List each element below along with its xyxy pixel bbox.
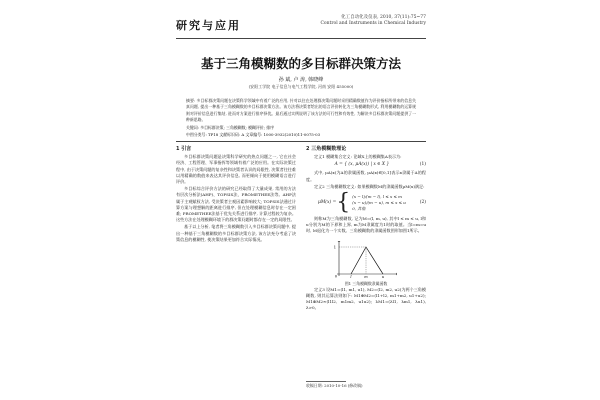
section-heading: 2 三角模糊数理论 bbox=[306, 146, 347, 152]
page-header bbox=[176, 12, 426, 38]
body-paragraph: 式中, μA(x)为A的隶属函数, μA(x)∈[0,1]表示x隶属于A的程度。 bbox=[306, 170, 426, 182]
equation-case: (x − u)/(m − u), m ≤ x ≤ u bbox=[352, 200, 406, 206]
body-paragraph: 则称M为三角模糊数, 记为M=(l, m, u), 其中l ≤ m ≤ u, l和u分别为M的下界和上界, m为M隶属度为1时的取值。当l=m=u时, M退化为一个实数。三角模糊数的隶属函数图形如图1所示。 bbox=[306, 216, 426, 234]
left-column bbox=[176, 146, 296, 244]
triangular-membership-figure bbox=[331, 238, 401, 280]
equation-number: (2) bbox=[419, 200, 426, 206]
paper-title: 基于三角模糊数的多目标群决策方法 bbox=[200, 56, 401, 71]
right-column bbox=[306, 146, 426, 313]
abstract-rule bbox=[176, 141, 426, 142]
received-date: 收稿日期: 2010-10-16 (修改稿) bbox=[306, 383, 363, 388]
body-paragraph: 多目标群决策问题是决策科学研究的热点问题之一, 它在社会经济、工程管理、军事指挥等领域有着广泛的应用。在实际决策过程中, 由于决策问题的复杂性和决策者认识的局限性, 决策者往往难以用精确的数值来表达其评价信息, 而更倾向于使用模糊语言进行评价。 bbox=[176, 154, 296, 185]
equation-lhs: μM(x) = bbox=[317, 200, 337, 206]
label-u: u bbox=[381, 274, 385, 279]
label-l: l bbox=[350, 274, 352, 279]
body-paragraph: 多目标综合评价方法的研究已经取得了大量成果, 常用的方法有层次分析法(AHP)、TOPSIS法、PROMETHEE法等。AHP法属于主观赋权方法, 受决策者主观因素影响较大; TOPSIS法通过计算方案与理想解的距离进行排序, 但在处理模糊信息时存在一定困难; PROMETHEE法基于优先关系进行排序, 计算过程较为复杂。这些方法在处理模糊环境下的群决策问题时都存在一定的局限性。 bbox=[176, 186, 296, 223]
journal-citation bbox=[320, 15, 426, 26]
paper-abstract: 摘要: 多目标群决策问题在决策科学领域中有着广泛的应用, 针对以往在处理群决策问题时采用精确数值作为评价指标所带来的信息失真问题, 提出一种基于三角模糊数的多目标群决策方法。该方法将决策者给出的语言评价转化为三角模糊数形式, 利用模糊数的运算规则对评价信息进行集结, 进而对方案进行排序择优。最后通过实例说明了该方法的可行性和有效性, 为解决多目标群决策问题提供了一种新思路。 bbox=[186, 98, 416, 122]
membership-triangle bbox=[351, 247, 383, 274]
paper-authors: 孙 斌, 卢 涛, 韩晓峰 bbox=[278, 77, 324, 83]
classification-line: 中图分类号: TP18 文献标识码: A 文章编号: 1000-3932(2010)11-0075-03 bbox=[186, 132, 321, 137]
definition-paragraph: 定义3 设M1=(l1, m1, u1), M2=(l2, m2, u2)为两个三角模糊数, 则其运算法则如下: M1⊕M2=(l1+l2, m1+m2, u1+u2); M1⊗M2≈(l1l2, m1m2, u1u2); λM1=(λl1, λm1, λu1), λ>0。 bbox=[306, 286, 426, 311]
paper-keywords: 关键词: 多目标群决策; 三角模糊数; 模糊评价; 排序 bbox=[186, 125, 275, 130]
piecewise-function bbox=[318, 192, 406, 214]
section-heading: 1 引言 bbox=[176, 146, 192, 152]
equation-cases bbox=[352, 194, 406, 212]
figure-caption: 图1 三角模糊数隶属函数 bbox=[344, 280, 388, 286]
equation-2 bbox=[306, 192, 426, 214]
y-axis-arrow-icon bbox=[338, 241, 341, 242]
label-zero: 0 bbox=[334, 274, 337, 279]
definition-paragraph: 定义1 模糊集合定义: 论域X上的模糊集A表示为: bbox=[314, 154, 402, 160]
footnote-rule bbox=[306, 381, 346, 382]
equation-1 bbox=[306, 162, 426, 168]
journal-line: Control and Instruments in Chemical Industry bbox=[320, 20, 426, 26]
x-axis-arrow-icon bbox=[396, 272, 397, 275]
equation-body: A = { (x, μA(x)) | x ∈ X } bbox=[334, 162, 390, 168]
definition-paragraph: 定义2 三角模糊数定义: 如果模糊数M的隶属函数μM(x)满足: bbox=[314, 183, 425, 189]
equation-number: (1) bbox=[419, 162, 426, 168]
label-one: 1 bbox=[333, 245, 336, 250]
equation-case: (x − l)/(m − l), l ≤ x ≤ m bbox=[352, 194, 402, 200]
header-rule bbox=[176, 38, 426, 39]
paper-affiliation: (安阳工学院 电子信息与电气工程学院, 河南 安阳 455000) bbox=[248, 84, 354, 89]
section-category-title: 研究与应用 bbox=[176, 19, 241, 32]
equation-case: 0, 其他 bbox=[352, 206, 366, 212]
journal-line: 化工自动化及仪表, 2010, 37(11):75~77 bbox=[341, 15, 426, 20]
label-m: m bbox=[364, 274, 368, 279]
left-brace-icon: { bbox=[336, 190, 351, 216]
body-paragraph: 基于以上分析, 笔者将三角模糊数引入多目标群决策问题中, 提出一种基于三角模糊数的多目标群决策方法, 该方法充分考虑了决策信息的模糊性, 使决策结果更加符合实际情况。 bbox=[176, 224, 296, 242]
